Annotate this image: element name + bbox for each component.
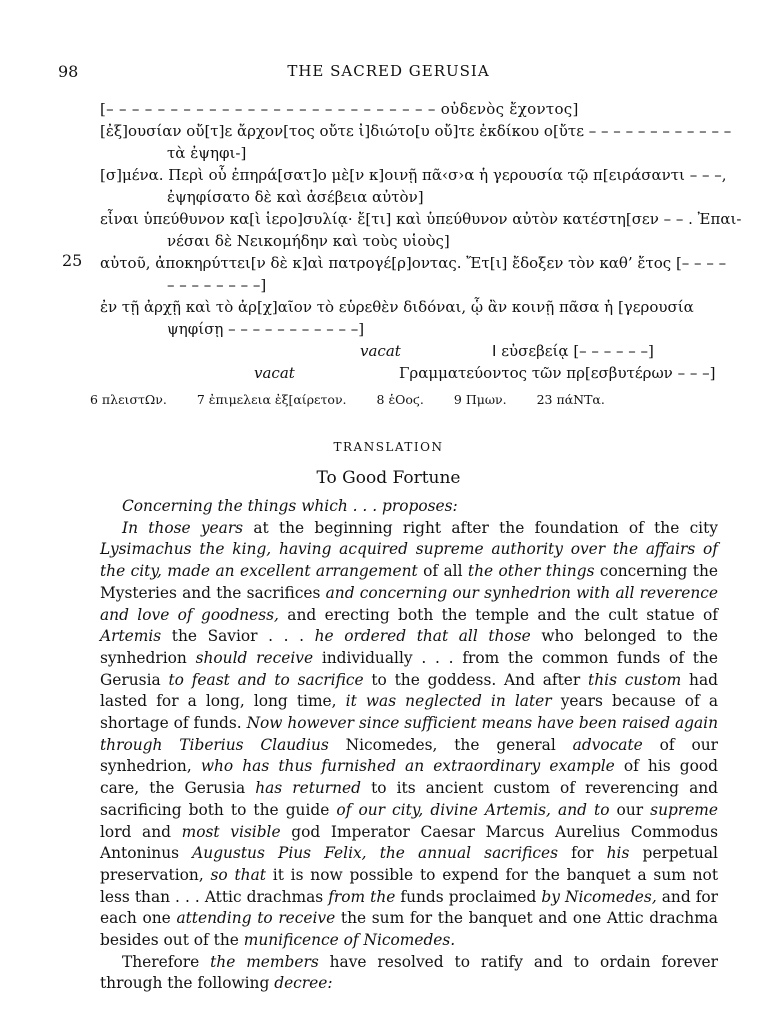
text-run: our [609, 800, 651, 819]
italic-run: the other things [467, 562, 595, 581]
italic-run: Augustus Pius Felix, the annual sacrifices [192, 844, 559, 863]
greek-line-7: νέσαι δὲ Νεικομήδην καὶ τοὺς υἱοὺς] [167, 232, 450, 250]
italic-run: he ordered that all those [314, 627, 531, 646]
greek-line-2: [ἐξ]ουσίαν οὔ[τ]ε ἄρχον[τος οὔτε ἰ]διώτο[υ οὔ]τε ἐκδίκου ο[ὔτε – – – – – – – – – – – – [100, 122, 732, 140]
text-run: have resolved to ratify and to ordain forever through the following [100, 952, 719, 993]
apparatus-note: 6 πλειστΩν. [90, 392, 167, 407]
text-run: funds proclaimed [395, 887, 542, 906]
italic-run: of our city, divine Artemis, and to [336, 800, 610, 819]
text-run: Nicomedes, the general [328, 735, 573, 754]
italic-run: should receive [195, 648, 314, 667]
greek-line-10: ἐν τῇ ἀρχῇ καὶ τὸ ἀρ[χ]αῖον τὸ εὑρεθὲν διδόναι, ᾧ ἂν κοινῇ πᾶσα ἡ [γερουσία [100, 298, 694, 316]
page-number: 98 [58, 62, 79, 81]
italic-run: has returned [255, 779, 362, 798]
text-run: and erecting both the temple and the cult statue of [278, 605, 719, 624]
intro-text: Concerning the things which . . . proposes: [122, 497, 458, 515]
italic-run: the members [210, 952, 319, 971]
text-run: to the goddess. And after [363, 670, 589, 689]
translation-body [100, 496, 718, 995]
vacat-1: vacat [360, 342, 401, 360]
text-run: Therefore [122, 952, 211, 971]
italic-run: this custom [588, 670, 682, 689]
text-run: for [558, 844, 607, 863]
translation-title: To Good Fortune [316, 468, 461, 488]
running-title: THE SACRED GERUSIA [287, 62, 490, 80]
text-run: of our synhedrion, [100, 735, 718, 776]
text-run: to its ancient custom of reverencing and sacrificing both to the guide [100, 779, 719, 819]
italic-run: munificence of Nicomedes. [243, 931, 456, 950]
text-run: god Imperator Caesar Marcus Aurelius Commodus Antoninus [100, 822, 718, 863]
paragraph-intro [100, 496, 718, 518]
greek-line-3: τὰ ἐψηφι-] [167, 144, 247, 162]
italic-run: his [606, 844, 630, 863]
text-run: concerning the Mysteries and the sacrifices [100, 562, 718, 602]
text-run: of all [417, 562, 468, 581]
greek-line-11: ψηφίσῃ – – – – – – – – – – –] [167, 320, 365, 338]
apparatus-note: 23 πάΝΤα. [536, 392, 605, 407]
greek-line-12: ⵏ εὐσεβείᾳ [– – – – – –] [492, 342, 654, 360]
italic-run: who has thus furnished an extraordinary example [200, 757, 615, 776]
italic-run: supreme [650, 800, 719, 819]
text-run: the Savior . . . [161, 627, 315, 646]
greek-line-5: ἐψηφίσατο δὲ καὶ ἀσέβεια αὐτὸν] [167, 188, 424, 206]
greek-line-6: εἶναι ὑπεύθυνον κα[ὶ ἱερο]συλίᾳ· ἔ[τι] καὶ ὑπεύθυνον αὐτὸν κατέστη[σεν – – . Ἐπαι- [100, 210, 742, 228]
text-run: perpetual preservation, [100, 844, 718, 884]
italic-run: advocate [572, 735, 643, 754]
italic-run: by Nicomedes, [541, 887, 657, 906]
italic-run: Artemis [100, 627, 162, 646]
italic-run: decree: [274, 974, 333, 993]
italic-run: to feast and to sacrifice [168, 670, 364, 689]
text-run: it is now possible to expend for the banquet a sum not less than . . . Attic drachmas [100, 865, 719, 906]
italic-run: so that [210, 865, 266, 884]
italic-run: from the [328, 887, 396, 906]
critical-apparatus [90, 392, 631, 407]
italic-run: attending to receive [176, 909, 336, 928]
greek-line-8: αὐτοῦ, ἀποκηρύττει[ν δὲ κ]αὶ πατρογέ[ρ]οντας. Ἔτ[ι] ἔδοξεν τὸν καθ’ ἔτος [– – – – [100, 254, 727, 272]
text-run: and for each one [100, 887, 719, 928]
text-run: who belonged to the synhedrion [100, 627, 719, 667]
text-run: years because of a shortage of funds. [100, 692, 718, 733]
greek-line-13: Γραμματεύοντος τῶν πρ[εσβυτέρων – – –] [399, 364, 716, 382]
text-run: of his good care, the Gerusia [100, 757, 718, 798]
paragraph-decree [100, 952, 718, 995]
text-run: individually . . . from the common funds of the Gerusia [100, 648, 718, 689]
paragraph-main [100, 518, 718, 952]
line-number: 25 [62, 251, 83, 270]
translation-heading: TRANSLATION [333, 440, 444, 454]
italic-run: most visible [181, 822, 281, 841]
greek-line-1: [– – – – – – – – – – – – – – – – – – – – – – – – – – οὐδενὸς ἔχοντος] [100, 100, 579, 118]
text-run: the sum for the banquet and one Attic drachma besides out of the [100, 909, 718, 950]
italic-run: Now however since sufficient means have been raised again through Tiberius Claudius [100, 714, 718, 754]
italic-run: In those years [122, 518, 244, 537]
greek-line-4: [σ]μένα. Περὶ οὗ ἐπηρά[σατ]ο μὲ[ν κ]οινῇ πᾶ‹σ›α ἡ γερουσία τῷ π[ειράσαντι – – –, [100, 166, 727, 184]
apparatus-note: 7 ἐπιμελεια ἐξ[αίρετον. [196, 392, 347, 407]
italic-run: it was neglected in later [345, 692, 552, 711]
vacat-2: vacat [254, 364, 295, 382]
apparatus-note: 9 Πμων. [453, 392, 507, 407]
greek-line-9: – – – – – – – –] [167, 276, 267, 294]
italic-run: and concerning our synhedrion with all reverence and love of goodness, [100, 583, 719, 624]
text-run: at the beginning right after the foundation of the city [243, 518, 718, 537]
text-run: lord and [100, 822, 182, 841]
text-run: had lasted for a long, long time, [100, 670, 718, 711]
apparatus-note: 8 ἑΟοϛ. [376, 392, 424, 407]
italic-run: Lysimachus the king, having acquired supreme authority over the affairs of the city, made an excellent arrangement [100, 540, 718, 581]
